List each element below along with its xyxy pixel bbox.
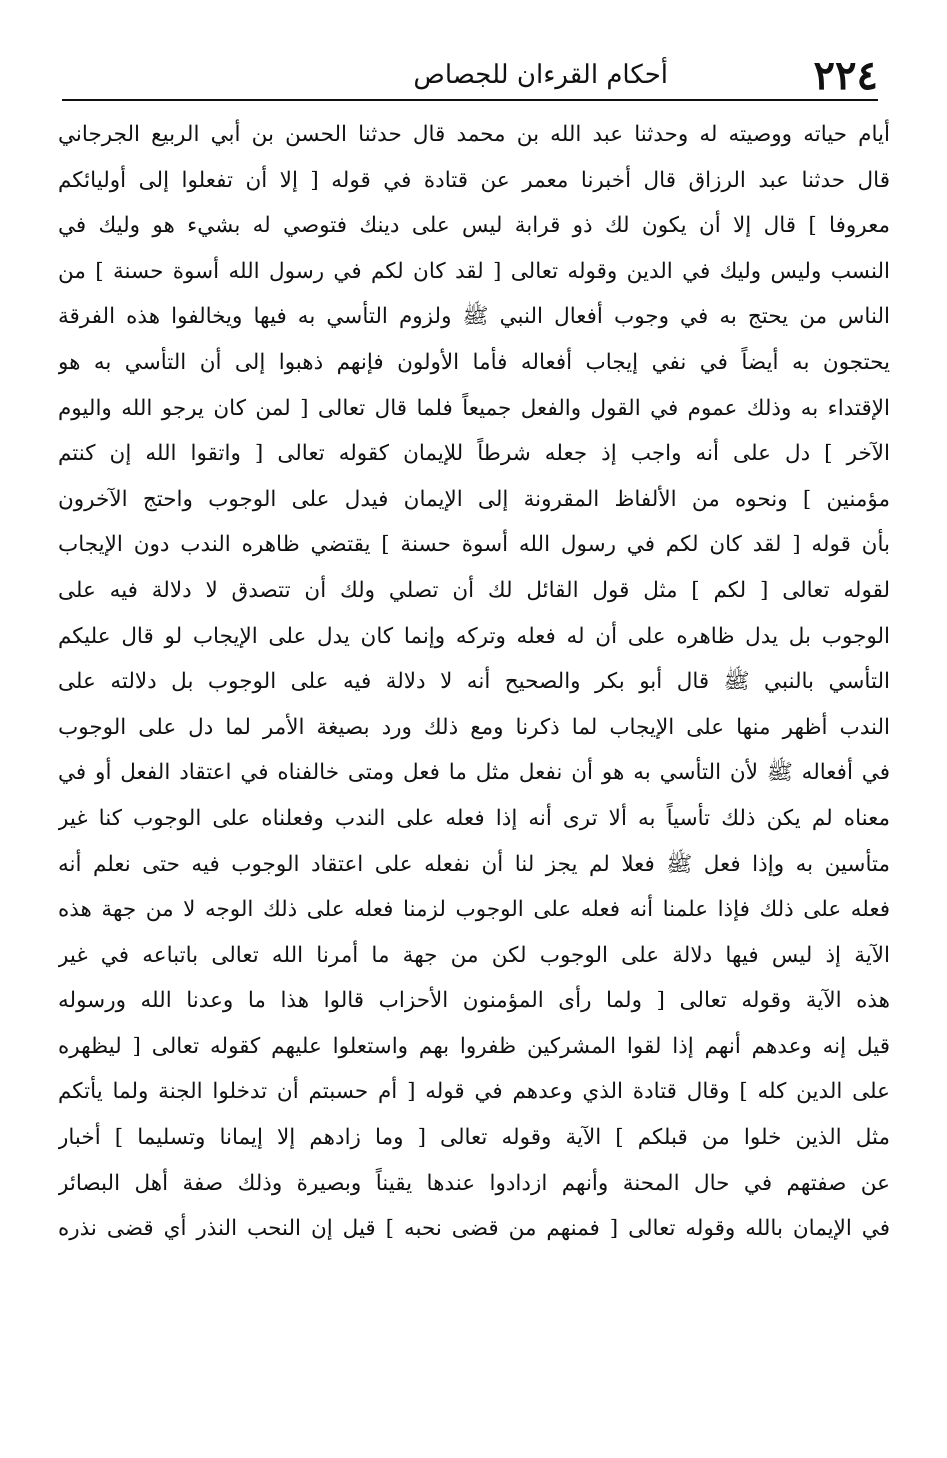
header-rule [62, 99, 878, 101]
running-title: أحكام القرءان للجصاص [413, 60, 668, 90]
text-line: عن صفتهم في حال المحنة وأنهم ازدادوا عندها يقيناً وبصيرة وذلك صفة أهل البصائر [58, 1170, 890, 1196]
text-line: الآية إذ ليس فيها دلالة على الوجوب لكن من جهة ما أمرنا الله تعالى باتباعه في غير [58, 942, 890, 968]
text-line: معناه لم يكن ذلك تأسياً به ألا ترى أنه إذا فعله على الندب وفعلناه على الوجوب كنا غير [58, 805, 890, 831]
text-line: في الإيمان بالله وقوله تعالى [ فمنهم من قضى نحبه ] قيل إن النحب النذر أي قضى نذره [58, 1216, 890, 1242]
main-text-block [58, 112, 890, 1252]
text-line: الإقتداء به وذلك عموم في القول والفعل جميعاً فلما قال تعالى [ لمن كان يرجو الله واليوم [58, 395, 890, 421]
page-number: ٢٢٤ [813, 52, 878, 99]
text-line: الندب أظهر منها على الإيجاب لما ذكرنا ومع ذلك ورد بصيغة الأمر لما دل على الوجوب [58, 714, 890, 740]
text-line: معروفا ] قال إلا أن يكون لك ذو قرابة ليس على دينك فتوصي له بشيء هو وليك في [58, 213, 890, 239]
text-line: مثل الذين خلوا من قبلكم ] الآية وقوله تعالى [ وما زادهم إلا إيمانا وتسليما ] أخبار [58, 1125, 890, 1151]
text-line: الناس من يحتج به في وجوب أفعال النبي ﷺ ولزوم التأسي به فيها ويخالفوا هذه الفرقة [58, 304, 890, 330]
text-line: لقوله تعالى [ لكم ] مثل قول القائل لك أن تصلي ولك أن تتصدق لا دلالة فيه على [58, 577, 890, 603]
text-line: في أفعاله ﷺ لأن التأسي به هو أن نفعل مثل ما فعل ومتى خالفناه في اعتقاد الفعل أو في [58, 760, 890, 786]
text-line: قال حدثنا عبد الرزاق قال أخبرنا معمر عن قتادة في قوله [ إلا أن تفعلوا إلى أوليائكم [58, 167, 890, 193]
text-line: أيام حياته ووصيته له وحدثنا عبد الله بن محمد قال حدثنا الحسن بن أبي الربيع الجرجاني [58, 122, 890, 147]
text-line: الوجوب بل يدل ظاهره على أن له فعله وتركه وإنما كان يدل على الإيجاب لو قال عليكم [58, 623, 890, 649]
text-line: التأسي بالنبي ﷺ قال أبو بكر والصحيح أنه لا دلالة فيه على الوجوب بل دلالته على [58, 669, 890, 695]
text-line: بأن قوله [ لقد كان لكم في رسول الله أسوة حسنة ] يقتضي ظاهره الندب دون الإيجاب [58, 532, 890, 558]
text-line: فعله على ذلك فإذا علمنا أنه فعله على الوجوب لزمنا فعله على ذلك الوجه لا من جهة هذه [58, 897, 890, 923]
text-line: الآخر ] دل على أنه واجب إذ جعله شرطاً للإيمان كقوله تعالى [ واتقوا الله إن كنتم [58, 441, 890, 467]
text-line: يحتجون به أيضاً في نفي إيجاب أفعاله فأما الأولون فإنهم ذهبوا إلى أن التأسي به هو [58, 349, 890, 375]
text-line: على الدين كله ] وقال قتادة الذي وعدهم في قوله [ أم حسبتم أن تدخلوا الجنة ولما يأتكم [58, 1079, 890, 1105]
text-line: مؤمنين ] ونحوه من الألفاظ المقرونة إلى الإيمان فيدل على الوجوب واحتج الآخرون [58, 486, 890, 512]
text-line: متأسين به وإذا فعل ﷺ فعلا لم يجز لنا أن نفعله على اعتقاد الوجوب فيه حتى نعلم أنه [58, 851, 890, 877]
text-line: النسب وليس وليك في الدين وقوله تعالى [ لقد كان لكم في رسول الله أسوة حسنة ] من [58, 258, 890, 284]
text-line: قيل إنه وعدهم أنهم إذا لقوا المشركين ظفروا بهم واستعلوا عليهم كقوله تعالى [ ليظهره [58, 1033, 890, 1059]
text-line: هذه الآية وقوله تعالى [ ولما رأى المؤمنون الأحزاب قالوا هذا ما وعدنا الله ورسوله [58, 988, 890, 1014]
page-header [62, 52, 878, 102]
